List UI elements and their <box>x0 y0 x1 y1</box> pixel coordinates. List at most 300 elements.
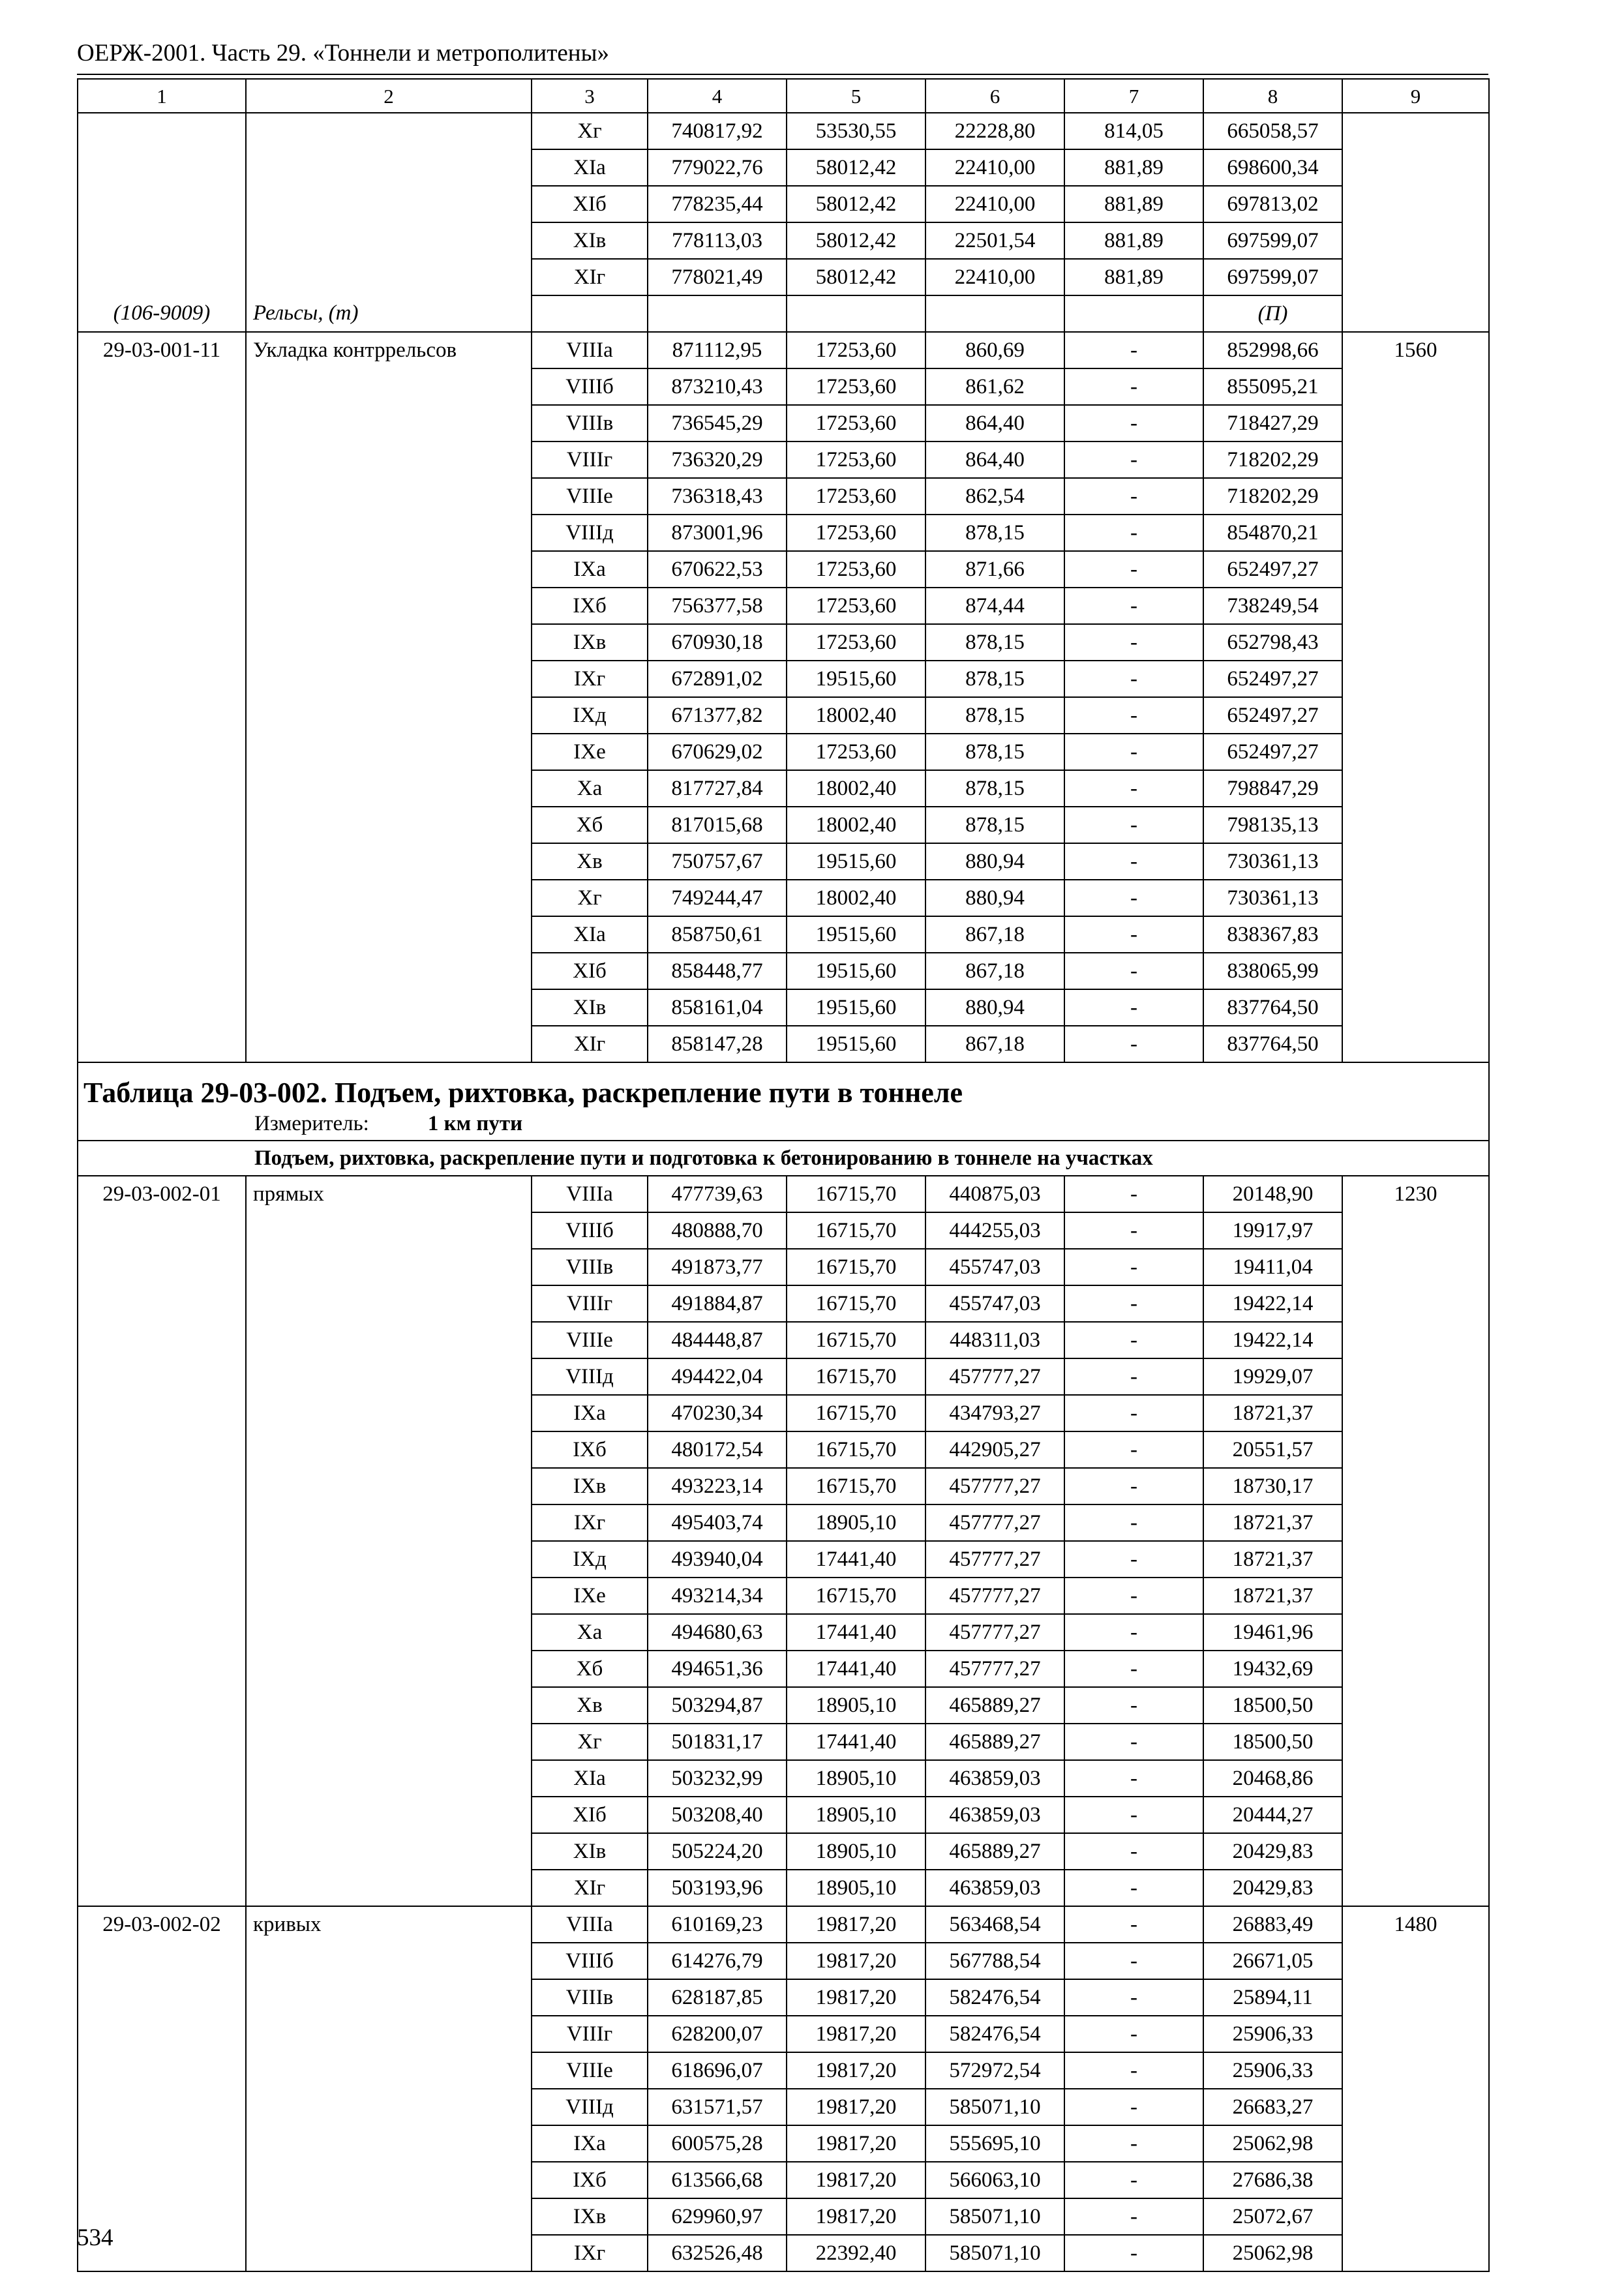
table-row <box>78 588 1489 624</box>
cell-col7: - <box>1064 1395 1203 1431</box>
cell-col7: - <box>1064 2016 1203 2052</box>
cell-col8: 20444,27 <box>1203 1797 1342 1833</box>
cell-col6: 22410,00 <box>925 149 1064 186</box>
cell-col8: 697599,07 <box>1203 222 1342 259</box>
cell-col3: XIа <box>532 149 648 186</box>
column-number: 7 <box>1064 79 1203 113</box>
item-code <box>78 588 246 624</box>
cell-col4: 628200,07 <box>648 2016 787 2052</box>
cell-col6: 442905,27 <box>925 1431 1064 1468</box>
item-col9 <box>1342 1578 1489 1614</box>
item-name <box>246 2125 532 2162</box>
cell-col4: 494680,63 <box>648 1614 787 1651</box>
table-row <box>78 2089 1489 2125</box>
item-code <box>78 1358 246 1395</box>
item-name <box>246 259 532 295</box>
cell-col7: - <box>1064 441 1203 478</box>
cell-col4: 858750,61 <box>648 916 787 953</box>
cell-col3: VIIIв <box>532 405 648 441</box>
item-col9 <box>1342 880 1489 916</box>
item-name <box>246 989 532 1026</box>
item-name <box>246 953 532 989</box>
cell-col7: 881,89 <box>1064 259 1203 295</box>
resource-name: Рельсы, (т) <box>246 295 532 332</box>
cell-col8: 18730,17 <box>1203 1468 1342 1504</box>
cell-col5: 18905,10 <box>787 1797 925 1833</box>
item-code: 29-03-001-11 <box>78 332 246 368</box>
cell-col7: - <box>1064 2162 1203 2198</box>
cell-col6: 465889,27 <box>925 1687 1064 1724</box>
item-name <box>246 478 532 515</box>
cost-table <box>77 78 1490 2272</box>
cell-col3: IXд <box>532 1541 648 1578</box>
cell-col7: - <box>1064 1541 1203 1578</box>
item-code <box>78 405 246 441</box>
cell-col4: 614276,79 <box>648 1943 787 1979</box>
cell-col4: 779022,76 <box>648 149 787 186</box>
cell-col8: 20468,86 <box>1203 1760 1342 1797</box>
cell-col8: 838065,99 <box>1203 953 1342 989</box>
cell-col6: 582476,54 <box>925 1979 1064 2016</box>
cell-col4: 858147,28 <box>648 1026 787 1062</box>
cell-col4: 670930,18 <box>648 624 787 661</box>
cell-col5: 16715,70 <box>787 1249 925 1285</box>
cell-col5: 16715,70 <box>787 1322 925 1358</box>
cell-col8: 652497,27 <box>1203 551 1342 588</box>
item-name <box>246 880 532 916</box>
table-row <box>78 1833 1489 1870</box>
cell-col6: 465889,27 <box>925 1724 1064 1760</box>
cell-col8: 837764,50 <box>1203 989 1342 1026</box>
cell-col5: 19515,60 <box>787 989 925 1026</box>
item-col9 <box>1342 1614 1489 1651</box>
cell-col6: 585071,10 <box>925 2089 1064 2125</box>
item-col9 <box>1342 770 1489 807</box>
item-name <box>246 2235 532 2271</box>
item-code <box>78 1431 246 1468</box>
resource-unit-mark: (П) <box>1203 295 1342 332</box>
cell-col4: 670622,53 <box>648 551 787 588</box>
table-row <box>78 1906 1489 1943</box>
item-col9 <box>1342 1431 1489 1468</box>
item-col9 <box>1342 1249 1489 1285</box>
cell-col6: 878,15 <box>925 697 1064 734</box>
cell-col3: VIIIб <box>532 1212 648 1249</box>
item-code <box>78 880 246 916</box>
cell-col8: 25906,33 <box>1203 2016 1342 2052</box>
table-row <box>78 1979 1489 2016</box>
table-row <box>78 2235 1489 2271</box>
cell-col5: 17253,60 <box>787 588 925 624</box>
cell-col8: 25906,33 <box>1203 2052 1342 2089</box>
table-row <box>78 515 1489 551</box>
item-name <box>246 1212 532 1249</box>
measure-cell <box>78 1107 1489 1141</box>
cell-col4: 503193,96 <box>648 1870 787 1906</box>
cell-col4: 493940,04 <box>648 1541 787 1578</box>
item-name <box>246 1943 532 1979</box>
cell-col8: 26883,49 <box>1203 1906 1342 1943</box>
item-col9 <box>1342 295 1489 332</box>
item-code <box>78 2016 246 2052</box>
cell-col3: XIб <box>532 186 648 222</box>
item-code <box>78 441 246 478</box>
item-col9: 1230 <box>1342 1176 1489 1212</box>
item-name <box>246 1797 532 1833</box>
cell-col8: 25894,11 <box>1203 1979 1342 2016</box>
item-code <box>78 1943 246 1979</box>
cell-col7: - <box>1064 1724 1203 1760</box>
item-col9 <box>1342 1979 1489 2016</box>
cell-col7: - <box>1064 1431 1203 1468</box>
table-row <box>78 1285 1489 1322</box>
table-row <box>78 1431 1489 1468</box>
item-col9 <box>1342 2235 1489 2271</box>
item-code <box>78 1249 246 1285</box>
cell-col4: 858448,77 <box>648 953 787 989</box>
item-name <box>246 1870 532 1906</box>
cell-col8: 738249,54 <box>1203 588 1342 624</box>
cell-col5: 17253,60 <box>787 551 925 588</box>
cell-col4: 778113,03 <box>648 222 787 259</box>
subtitle-row <box>78 1141 1489 1176</box>
cell-col7: - <box>1064 1833 1203 1870</box>
cell-col8: 26671,05 <box>1203 1943 1342 1979</box>
cell-col5: 58012,42 <box>787 186 925 222</box>
cell-col6: 455747,03 <box>925 1249 1064 1285</box>
cell-col5: 17441,40 <box>787 1651 925 1687</box>
table-row <box>78 405 1489 441</box>
cell-col6: 585071,10 <box>925 2235 1064 2271</box>
cell-col4: 503208,40 <box>648 1797 787 1833</box>
cell-col3: Xб <box>532 1651 648 1687</box>
cell-col3: XIг <box>532 1870 648 1906</box>
item-col9 <box>1342 1395 1489 1431</box>
column-number: 1 <box>78 79 246 113</box>
item-code <box>78 1724 246 1760</box>
item-col9 <box>1342 734 1489 770</box>
item-name <box>246 1614 532 1651</box>
item-code <box>78 1322 246 1358</box>
cell-col7: - <box>1064 1906 1203 1943</box>
cell-col3: IXа <box>532 551 648 588</box>
cell-col7: - <box>1064 1760 1203 1797</box>
item-col9 <box>1342 1833 1489 1870</box>
item-name <box>246 734 532 770</box>
cell-col6: 22410,00 <box>925 186 1064 222</box>
cell-col6: 457777,27 <box>925 1541 1064 1578</box>
cell-col4: 736320,29 <box>648 441 787 478</box>
item-name <box>246 807 532 843</box>
cell-col4: 778021,49 <box>648 259 787 295</box>
item-code <box>78 1870 246 1906</box>
cell-col3: VIIIа <box>532 1176 648 1212</box>
cell-col5: 19515,60 <box>787 661 925 697</box>
table-row <box>78 2016 1489 2052</box>
cell-col8: 652497,27 <box>1203 697 1342 734</box>
item-code <box>78 478 246 515</box>
cell-col6: 567788,54 <box>925 1943 1064 1979</box>
cell-col4: 493214,34 <box>648 1578 787 1614</box>
table-row <box>78 989 1489 1026</box>
cell-col6: 572972,54 <box>925 2052 1064 2089</box>
item-code <box>78 770 246 807</box>
table-title: Таблица 29-03-002. Подъем, рихтовка, раскрепление пути в тоннеле <box>78 1062 1489 1107</box>
column-number: 2 <box>246 79 532 113</box>
item-code <box>78 2052 246 2089</box>
cell-col5: 19817,20 <box>787 1906 925 1943</box>
cell-col3: XIб <box>532 1797 648 1833</box>
cell-col4: 494651,36 <box>648 1651 787 1687</box>
cell-col4: 618696,07 <box>648 2052 787 2089</box>
cell-col5: 19817,20 <box>787 2052 925 2089</box>
cell-col6: 878,15 <box>925 807 1064 843</box>
cell-col5: 53530,55 <box>787 113 925 149</box>
item-col9 <box>1342 1541 1489 1578</box>
cell-col4: 873001,96 <box>648 515 787 551</box>
item-code <box>78 1212 246 1249</box>
resource-code: (106-9009) <box>78 295 246 332</box>
cell-col7: - <box>1064 1026 1203 1062</box>
table-row <box>78 1026 1489 1062</box>
cell-col7: - <box>1064 332 1203 368</box>
cell-col5: 17253,60 <box>787 515 925 551</box>
cell-col7: - <box>1064 1687 1203 1724</box>
cell-col7: - <box>1064 515 1203 551</box>
item-col9 <box>1342 1358 1489 1395</box>
cell-col5 <box>787 295 925 332</box>
item-name <box>246 1395 532 1431</box>
item-col9 <box>1342 259 1489 295</box>
item-col9 <box>1342 405 1489 441</box>
cell-col7: - <box>1064 697 1203 734</box>
item-code <box>78 916 246 953</box>
cell-col7: 814,05 <box>1064 113 1203 149</box>
cell-col4: 672891,02 <box>648 661 787 697</box>
cell-col3: VIIIв <box>532 1979 648 2016</box>
table-row <box>78 1504 1489 1541</box>
cell-col4: 736318,43 <box>648 478 787 515</box>
cell-col7: - <box>1064 2198 1203 2235</box>
cell-col6: 878,15 <box>925 661 1064 697</box>
item-col9 <box>1342 1870 1489 1906</box>
item-col9 <box>1342 441 1489 478</box>
item-name <box>246 368 532 405</box>
cell-col5: 17253,60 <box>787 441 925 478</box>
cell-col4: 613566,68 <box>648 2162 787 2198</box>
table-row <box>78 186 1489 222</box>
cell-col6: 463859,03 <box>925 1760 1064 1797</box>
item-code <box>78 1651 246 1687</box>
cell-col4: 740817,92 <box>648 113 787 149</box>
item-col9 <box>1342 843 1489 880</box>
cell-col3: VIIIб <box>532 368 648 405</box>
table-row <box>78 1212 1489 1249</box>
table-row <box>78 2162 1489 2198</box>
cell-col3: Xб <box>532 807 648 843</box>
cell-col3: IXв <box>532 2198 648 2235</box>
item-code <box>78 953 246 989</box>
item-code <box>78 807 246 843</box>
item-col9 <box>1342 2162 1489 2198</box>
item-col9 <box>1342 368 1489 405</box>
item-name <box>246 1358 532 1395</box>
cell-col4: 873210,43 <box>648 368 787 405</box>
cell-col8: 652497,27 <box>1203 734 1342 770</box>
item-col9 <box>1342 1797 1489 1833</box>
cell-col3: IXб <box>532 1431 648 1468</box>
cell-col8: 697813,02 <box>1203 186 1342 222</box>
cell-col4: 670629,02 <box>648 734 787 770</box>
cell-col8: 798135,13 <box>1203 807 1342 843</box>
table-row <box>78 1651 1489 1687</box>
table-row <box>78 441 1489 478</box>
cell-col3: Xг <box>532 113 648 149</box>
cell-col7: - <box>1064 624 1203 661</box>
cell-col3: Xв <box>532 1687 648 1724</box>
cell-col7: - <box>1064 1651 1203 1687</box>
item-col9 <box>1342 916 1489 953</box>
cell-col8: 20148,90 <box>1203 1176 1342 1212</box>
cell-col5: 16715,70 <box>787 1358 925 1395</box>
item-name <box>246 843 532 880</box>
cell-col7: - <box>1064 405 1203 441</box>
cell-col8: 19422,14 <box>1203 1322 1342 1358</box>
table-row <box>78 1797 1489 1833</box>
measure-row <box>78 1107 1489 1141</box>
cell-col3: VIIIг <box>532 441 648 478</box>
item-col9 <box>1342 1687 1489 1724</box>
table-row <box>78 734 1489 770</box>
page-number: 534 <box>77 2224 113 2251</box>
cell-col4: 480172,54 <box>648 1431 787 1468</box>
item-col9 <box>1342 697 1489 734</box>
cell-col3: VIIIе <box>532 1322 648 1358</box>
table-row <box>78 1541 1489 1578</box>
cell-col7: - <box>1064 953 1203 989</box>
item-code <box>78 1614 246 1651</box>
item-name: прямых <box>246 1176 532 1212</box>
cell-col3: VIIIг <box>532 1285 648 1322</box>
cell-col5: 17253,60 <box>787 734 925 770</box>
item-code <box>78 259 246 295</box>
item-name <box>246 1578 532 1614</box>
cell-col6: 444255,03 <box>925 1212 1064 1249</box>
cell-col3: VIIIе <box>532 478 648 515</box>
cell-col7: - <box>1064 1285 1203 1322</box>
table-row <box>78 2125 1489 2162</box>
cell-col5: 22392,40 <box>787 2235 925 2271</box>
cell-col8: 19411,04 <box>1203 1249 1342 1285</box>
cell-col4: 491873,77 <box>648 1249 787 1285</box>
item-name <box>246 441 532 478</box>
item-code <box>78 186 246 222</box>
cell-col3: IXд <box>532 697 648 734</box>
item-col9 <box>1342 1285 1489 1322</box>
table-row <box>78 1176 1489 1212</box>
cell-col5: 58012,42 <box>787 149 925 186</box>
table-row <box>78 1614 1489 1651</box>
cell-col6: 867,18 <box>925 953 1064 989</box>
table-row <box>78 916 1489 953</box>
cell-col4: 756377,58 <box>648 588 787 624</box>
cell-col6: 434793,27 <box>925 1395 1064 1431</box>
table-row <box>78 953 1489 989</box>
cell-col5: 16715,70 <box>787 1578 925 1614</box>
cell-col4: 629960,97 <box>648 2198 787 2235</box>
cell-col7: - <box>1064 807 1203 843</box>
cell-col4: 858161,04 <box>648 989 787 1026</box>
cell-col3: XIа <box>532 1760 648 1797</box>
table-row <box>78 880 1489 916</box>
item-code <box>78 843 246 880</box>
item-code <box>78 1760 246 1797</box>
item-code <box>78 149 246 186</box>
cell-col4: 671377,82 <box>648 697 787 734</box>
item-col9 <box>1342 2016 1489 2052</box>
cell-col5: 17441,40 <box>787 1541 925 1578</box>
item-col9 <box>1342 1504 1489 1541</box>
item-name <box>246 1724 532 1760</box>
cell-col7: - <box>1064 1212 1203 1249</box>
cell-col7: - <box>1064 1797 1203 1833</box>
measure-value: 1 км пути <box>427 1111 523 1135</box>
item-code <box>78 697 246 734</box>
cell-col3: XIг <box>532 1026 648 1062</box>
item-col9 <box>1342 1760 1489 1797</box>
cell-col3: VIIIд <box>532 1358 648 1395</box>
cell-col4: 631571,57 <box>648 2089 787 2125</box>
cell-col6: 878,15 <box>925 734 1064 770</box>
item-code <box>78 551 246 588</box>
cell-col7: 881,89 <box>1064 149 1203 186</box>
table-row <box>78 843 1489 880</box>
cell-col7: - <box>1064 1504 1203 1541</box>
item-col9 <box>1342 186 1489 222</box>
cell-col6: 457777,27 <box>925 1468 1064 1504</box>
cell-col6: 864,40 <box>925 405 1064 441</box>
item-col9 <box>1342 2089 1489 2125</box>
item-name <box>246 588 532 624</box>
cell-col3: VIIIе <box>532 2052 648 2089</box>
cell-col6: 585071,10 <box>925 2198 1064 2235</box>
cell-col3: Xг <box>532 880 648 916</box>
table-row <box>78 1468 1489 1504</box>
cell-col4: 503294,87 <box>648 1687 787 1724</box>
table-row <box>78 1249 1489 1285</box>
cell-col6: 871,66 <box>925 551 1064 588</box>
item-col9 <box>1342 222 1489 259</box>
cell-col5: 19817,20 <box>787 2125 925 2162</box>
table-row <box>78 1943 1489 1979</box>
cell-col6: 867,18 <box>925 1026 1064 1062</box>
item-name <box>246 1504 532 1541</box>
item-col9 <box>1342 1468 1489 1504</box>
cell-col4: 749244,47 <box>648 880 787 916</box>
table-row <box>78 661 1489 697</box>
cell-col4: 470230,34 <box>648 1395 787 1431</box>
cell-col6: 862,54 <box>925 478 1064 515</box>
cell-col4: 503232,99 <box>648 1760 787 1797</box>
cell-col3: VIIIа <box>532 1906 648 1943</box>
item-name <box>246 916 532 953</box>
cell-col7 <box>1064 295 1203 332</box>
cell-col8: 18721,37 <box>1203 1504 1342 1541</box>
cell-col3: IXг <box>532 661 648 697</box>
cell-col5: 19817,20 <box>787 1943 925 1979</box>
header-rule <box>77 74 1488 75</box>
cell-col8: 25062,98 <box>1203 2235 1342 2271</box>
